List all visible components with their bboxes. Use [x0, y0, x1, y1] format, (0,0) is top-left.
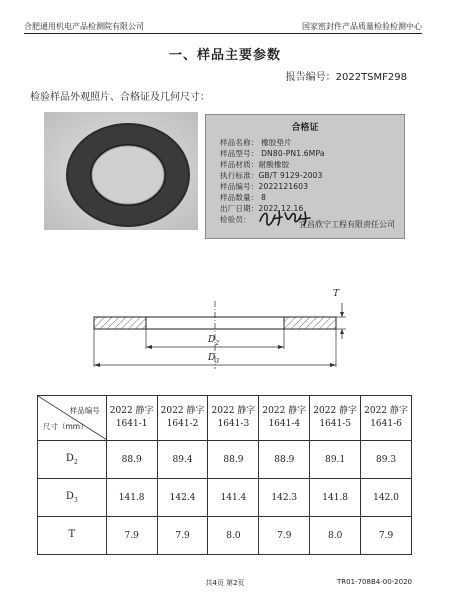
sample-photo	[44, 112, 198, 230]
table-cell: 8.0	[208, 517, 259, 555]
column-header: 2022 静字 1641-3	[208, 396, 259, 441]
document-code: TR01-708B4-00-2020	[337, 578, 412, 586]
certificate-title: 合格证	[291, 123, 319, 133]
row-label: $D_3$	[38, 479, 107, 517]
table-cell: 8.0	[310, 517, 361, 555]
table-cell: 7.9	[106, 517, 157, 555]
page-number: 共4页 第2页	[205, 579, 245, 587]
table-cell: 89.3	[361, 441, 412, 479]
table-row	[38, 479, 412, 517]
dimension-label-d2: $D_2$	[208, 335, 220, 347]
certificate-line: 样品名称： 橡胶垫片	[220, 138, 292, 147]
row-label: $D_2$	[38, 441, 107, 479]
table-cell: 89.1	[310, 441, 361, 479]
table-corner-cell	[38, 396, 107, 441]
table-row	[38, 441, 412, 479]
column-header: 2022 静字 1641-2	[157, 396, 208, 441]
column-header: 2022 静字 1641-4	[259, 396, 310, 441]
table-cell: 88.9	[259, 441, 310, 479]
certificate-line: 执行标准：GB/T 9129-2003	[220, 171, 323, 180]
row-label: T	[38, 517, 107, 555]
column-header: 2022 静字 1641-1	[106, 396, 157, 441]
table-row	[38, 517, 412, 555]
report-number: 报告编号：2022TSMF298	[285, 72, 407, 83]
table-cell: 7.9	[157, 517, 208, 555]
section-caption: 检验样品外观照片、合格证及几何尺寸：	[30, 92, 210, 103]
column-header: 2022 静字 1641-6	[361, 396, 412, 441]
table-cell: 88.9	[106, 441, 157, 479]
column-header: 2022 静字 1641-5	[310, 396, 361, 441]
certificate-line: 样品型号： DN80-PN1.6MPa	[220, 149, 325, 158]
section-title: 一、样品主要参数	[168, 48, 281, 63]
table-cell: 88.9	[208, 441, 259, 479]
certificate-line: 出厂日期：2022.12.16	[220, 204, 304, 213]
certificate-line: 检验员：	[220, 215, 251, 224]
header-organization: 合肥通用机电产品检测院有限公司	[24, 22, 144, 31]
table-cell: 7.9	[361, 517, 412, 555]
gasket-drawing	[80, 285, 350, 375]
dimension-table	[37, 395, 412, 555]
table-cell: 142.4	[157, 479, 208, 517]
certificate-issuer: 宜昌欣宁工程有限责任公司	[299, 220, 395, 229]
corner-label-dimension: 尺寸（mm）	[43, 422, 88, 431]
dimension-label-t: T	[333, 289, 340, 299]
certificate-line: 样品编号：2022121603	[220, 182, 309, 191]
table-cell: 142.0	[361, 479, 412, 517]
table-cell: 142.3	[259, 479, 310, 517]
table-cell: 141.8	[106, 479, 157, 517]
table-cell: 141.4	[208, 479, 259, 517]
table-header-row	[38, 396, 412, 441]
header-test-center: 国家密封件产品质量检验检测中心	[302, 22, 422, 31]
certificate-line: 样品材质：耐酸橡胶	[220, 160, 290, 169]
table-cell: 7.9	[259, 517, 310, 555]
table-cell: 89.4	[157, 441, 208, 479]
corner-label-sample-id: 样品编号	[69, 406, 100, 415]
dimension-label-d3: $D_3$	[208, 353, 220, 365]
certificate-card	[205, 114, 405, 239]
certificate-line: 样品数量： 8	[220, 193, 267, 202]
table-cell: 141.8	[310, 479, 361, 517]
header-rule	[24, 33, 422, 34]
